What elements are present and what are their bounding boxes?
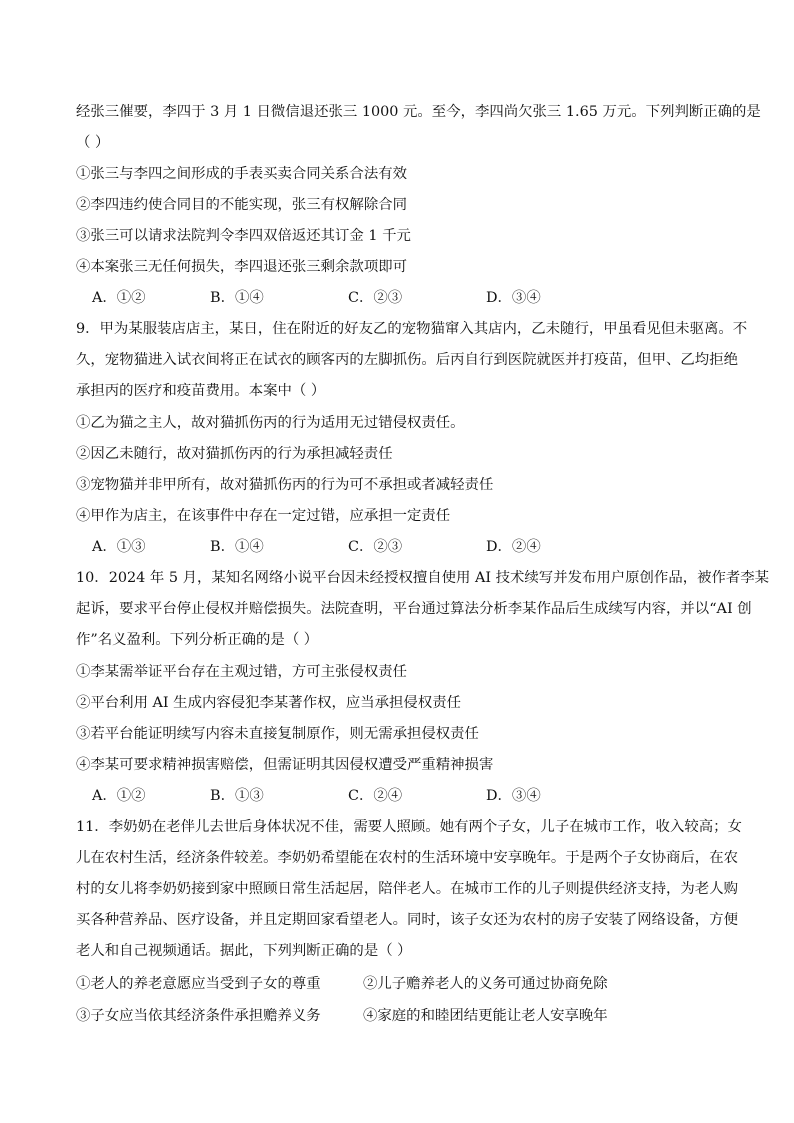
q11-stem-line-2: 儿在农村生活，经济条件较差。李奶奶希望能在农村的生活环境中安享晚年。于是两个子女协商后，在农 xyxy=(76,850,738,866)
q8-item-3: ③张三可以请求法院判令李四双倍返还其订金 1 千元 xyxy=(76,228,411,244)
q10-option-a[interactable]: A．①② xyxy=(92,788,146,804)
q10-stem-line-3: 作”名义盈利。下列分析正确的是（ ） xyxy=(76,632,319,648)
q10-options xyxy=(92,786,712,806)
q10-option-c[interactable]: C．②④ xyxy=(348,788,403,804)
q10-stem-line-1: 10．2024 年 5 月，某知名网络小说平台因未经授权擅自使用 AI 技术续写并发布用户原创作品，被作者李某 xyxy=(76,570,770,586)
q10-option-d[interactable]: D．③④ xyxy=(486,788,541,804)
q10-item-2: ②平台利用 AI 生成内容侵犯李某著作权，应当承担侵权责任 xyxy=(76,695,461,711)
q10-option-b[interactable]: B．①③ xyxy=(210,788,264,804)
q11-stem-line-3: 村的女儿将李奶奶接到家中照顾日常生活起居，陪伴老人。在城市工作的儿子则提供经济支持，为老人购 xyxy=(76,881,738,897)
q8-options xyxy=(92,288,712,308)
q8-option-b[interactable]: B．①④ xyxy=(210,290,264,306)
q9-option-c[interactable]: C．②③ xyxy=(348,539,403,555)
q10-item-3: ③若平台能证明续写内容未直接复制原作，则无需承担侵权责任 xyxy=(76,726,479,742)
q9-option-d[interactable]: D．②④ xyxy=(486,539,541,555)
q9-stem-line-1: 9．甲为某服装店店主，某日，住在附近的好友乙的宠物猫窜入其店内，乙未随行，甲虽看见但未驱离。不 xyxy=(76,321,748,337)
q11-stem-line-4: 买各种营养品、医疗设备，并且定期回家看望老人。同时，该子女还为农村的房子安装了网络设备，方便 xyxy=(76,912,738,928)
q10-stem-line-2: 起诉，要求平台停止侵权并赔偿损失。法院查明，平台通过算法分析李某作品后生成续写内容，并以“AI 创 xyxy=(76,601,752,617)
q9-option-a[interactable]: A．①③ xyxy=(92,539,146,555)
q8-item-1: ①张三与李四之间形成的手表买卖合同关系合法有效 xyxy=(76,166,407,182)
q10-item-1: ①李某需举证平台存在主观过错，方可主张侵权责任 xyxy=(76,664,407,680)
q8-option-d[interactable]: D．③④ xyxy=(486,290,541,306)
q9-item-1: ①乙为猫之主人，故对猫抓伤丙的行为适用无过错侵权责任。 xyxy=(76,415,465,431)
q8-item-4: ④本案张三无任何损失，李四退还张三剩余款项即可 xyxy=(76,259,407,275)
q9-options xyxy=(92,537,712,557)
q8-option-a[interactable]: A．①② xyxy=(92,290,146,306)
q9-item-2: ②因乙未随行，故对猫抓伤丙的行为承担减轻责任 xyxy=(76,446,393,462)
q11-stem-line-1: 11．李奶奶在老伴儿去世后身体状况不佳，需要人照顾。她有两个子女，儿子在城市工作，收入较高；女 xyxy=(76,819,742,835)
q9-item-3: ③宠物猫并非甲所有，故对猫抓伤丙的行为可不承担或者减轻责任 xyxy=(76,477,494,493)
q9-item-4: ④甲作为店主，在该事件中存在一定过错，应承担一定责任 xyxy=(76,508,451,524)
q11-item-4: ④家庭的和睦团结更能让老人安享晚年 xyxy=(363,1008,608,1024)
q8-option-c[interactable]: C．②③ xyxy=(348,290,403,306)
q8-item-2: ②李四违约使合同目的不能实现，张三有权解除合同 xyxy=(76,197,407,213)
q10-item-4: ④李某可要求精神损害赔偿，但需证明其因侵权遭受严重精神损害 xyxy=(76,757,494,773)
q11-stem-line-5: 老人和自己视频通话。据此，下列判断正确的是（ ） xyxy=(76,943,412,959)
q9-stem-line-2: 久，宠物猫进入试衣间将正在试衣的顾客丙的左脚抓伤。后丙自行到医院就医并打疫苗，但甲、乙均拒绝 xyxy=(76,352,738,368)
q11-item-2: ②儿子赡养老人的义务可通过协商免除 xyxy=(363,976,608,992)
q11-item-3: ③子女应当依其经济条件承担赡养义务 xyxy=(76,1008,321,1024)
q8-stem-line-1: 经张三催要，李四于 3 月 1 日微信退还张三 1000 元。至今，李四尚欠张三 1.65 万元。下列判断正确的是 xyxy=(76,104,761,120)
q8-stem-line-2: （ ） xyxy=(76,135,110,151)
q11-item-1: ①老人的养老意愿应当受到子女的尊重 xyxy=(76,976,321,992)
q9-option-b[interactable]: B．①④ xyxy=(210,539,264,555)
q9-stem-line-3: 承担丙的医疗和疫苗费用。本案中（ ） xyxy=(76,383,326,399)
